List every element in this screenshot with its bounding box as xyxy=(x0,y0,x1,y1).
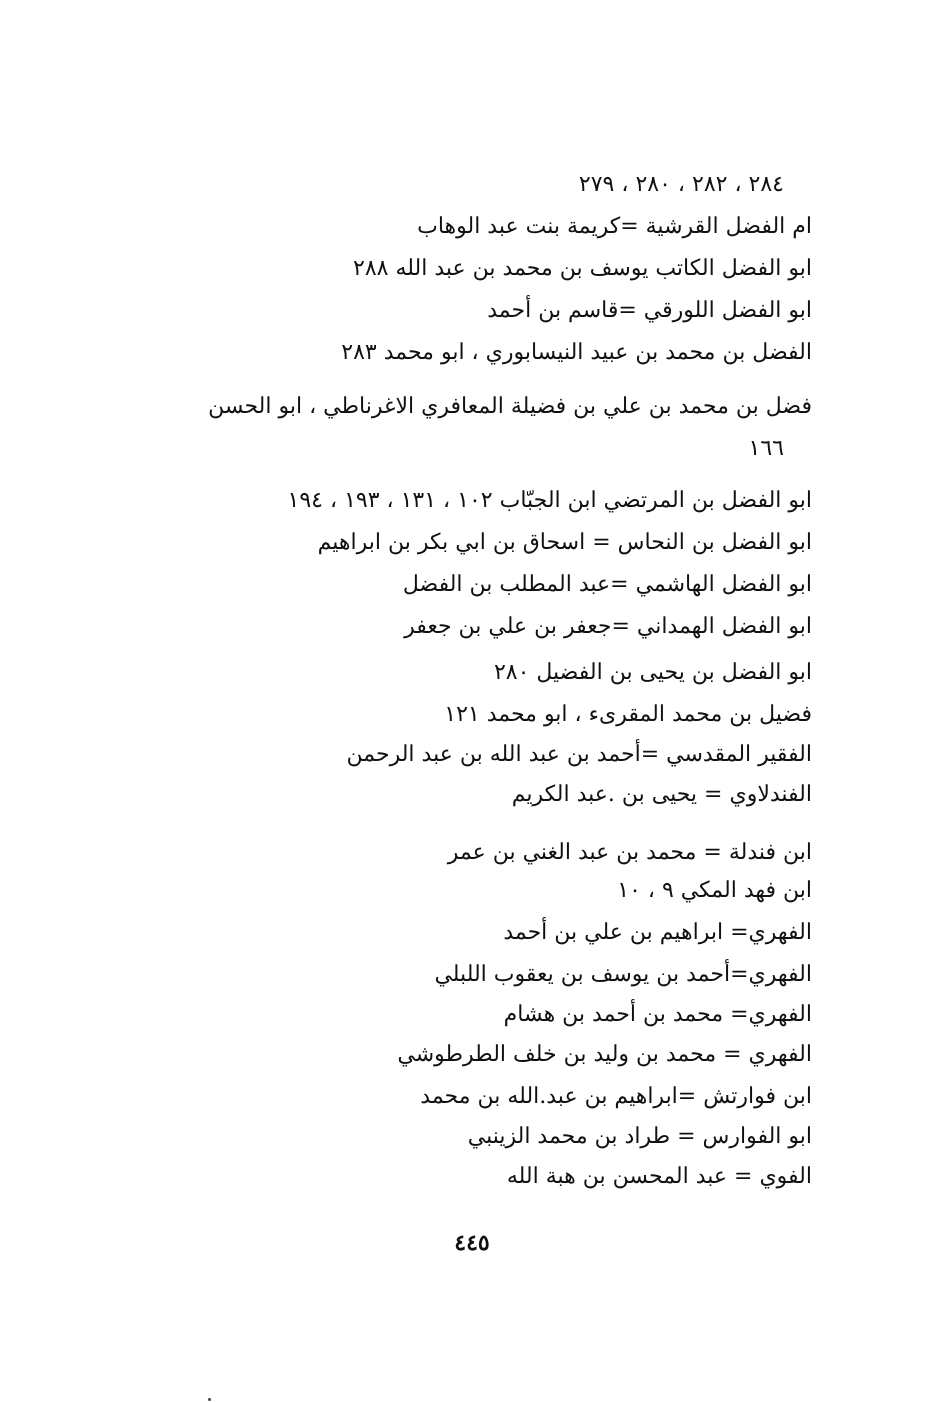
index-entry: ابن فندلة = محمد بن عبد الغني بن عمر xyxy=(447,840,812,865)
index-entry: ابو الفضل بن يحيى بن الفضيل ٢٨٠ xyxy=(493,660,812,685)
scan-speck xyxy=(208,1398,211,1401)
index-entry: الفهري= محمد بن أحمد بن هشام xyxy=(503,1002,812,1027)
index-entry: الفضل بن محمد بن عبيد النيسابوري ، ابو محمد ٢٨٣ xyxy=(341,340,812,365)
index-entry: ام الفضل القرشية =كريمة بنت عبد الوهاب xyxy=(417,214,812,239)
index-entry: ابو الفوارس = طراد بن محمد الزينبي xyxy=(467,1124,812,1149)
index-entry: ابو الفضل الكاتب يوسف بن محمد بن عبد الله ٢٨٨ xyxy=(353,256,812,281)
index-entry: ابن فهد المكي ٩ ، ١٠ xyxy=(617,878,812,903)
index-entry-continuation: ٢٨٤ ، ٢٨٢ ، ٢٨٠ ، ٢٧٩ xyxy=(578,172,784,197)
index-entry: فضل بن محمد بن علي بن فضيلة المعافري الاغرناطي ، ابو الحسن xyxy=(208,394,812,419)
index-entry: الفهري= ابراهيم بن علي بن أحمد xyxy=(503,920,812,945)
index-entry: الفقير المقدسي =أحمد بن عبد الله بن عبد الرحمن xyxy=(346,742,812,767)
index-entry: الفندلاوي = يحيى بن .عبد الكريم xyxy=(511,782,812,807)
page-number: ٤٤٥ xyxy=(454,1230,490,1256)
index-entry: الفوي = عبد المحسن بن هبة الله xyxy=(506,1164,812,1189)
index-entry: ابو الفضل الهمداني =جعفر بن علي بن جعفر xyxy=(404,614,812,639)
index-entry: ابن فوارتش =ابراهيم بن عبد.الله بن محمد xyxy=(420,1084,812,1109)
index-entry: فضيل بن محمد المقرىء ، ابو محمد ١٢١ xyxy=(444,702,812,727)
index-entry: ابو الفضل بن النحاس = اسحاق بن ابي بكر بن ابراهيم xyxy=(317,530,812,555)
index-entry: ابو الفضل الهاشمي =عبد المطلب بن الفضل xyxy=(402,572,812,597)
index-entry: ابو الفضل اللورقي =قاسم بن أحمد xyxy=(487,298,812,323)
index-entry: الفهري=أحمد بن يوسف بن يعقوب اللبلي xyxy=(434,962,812,987)
index-entry: الفهري = محمد بن وليد بن خلف الطرطوشي xyxy=(397,1042,812,1067)
index-entry-continuation: ١٦٦ xyxy=(748,436,784,461)
index-entry: ابو الفضل بن المرتضي ابن الجبّاب ١٠٢ ، ١٣١ ، ١٩٣ ، ١٩٤ xyxy=(287,488,812,513)
